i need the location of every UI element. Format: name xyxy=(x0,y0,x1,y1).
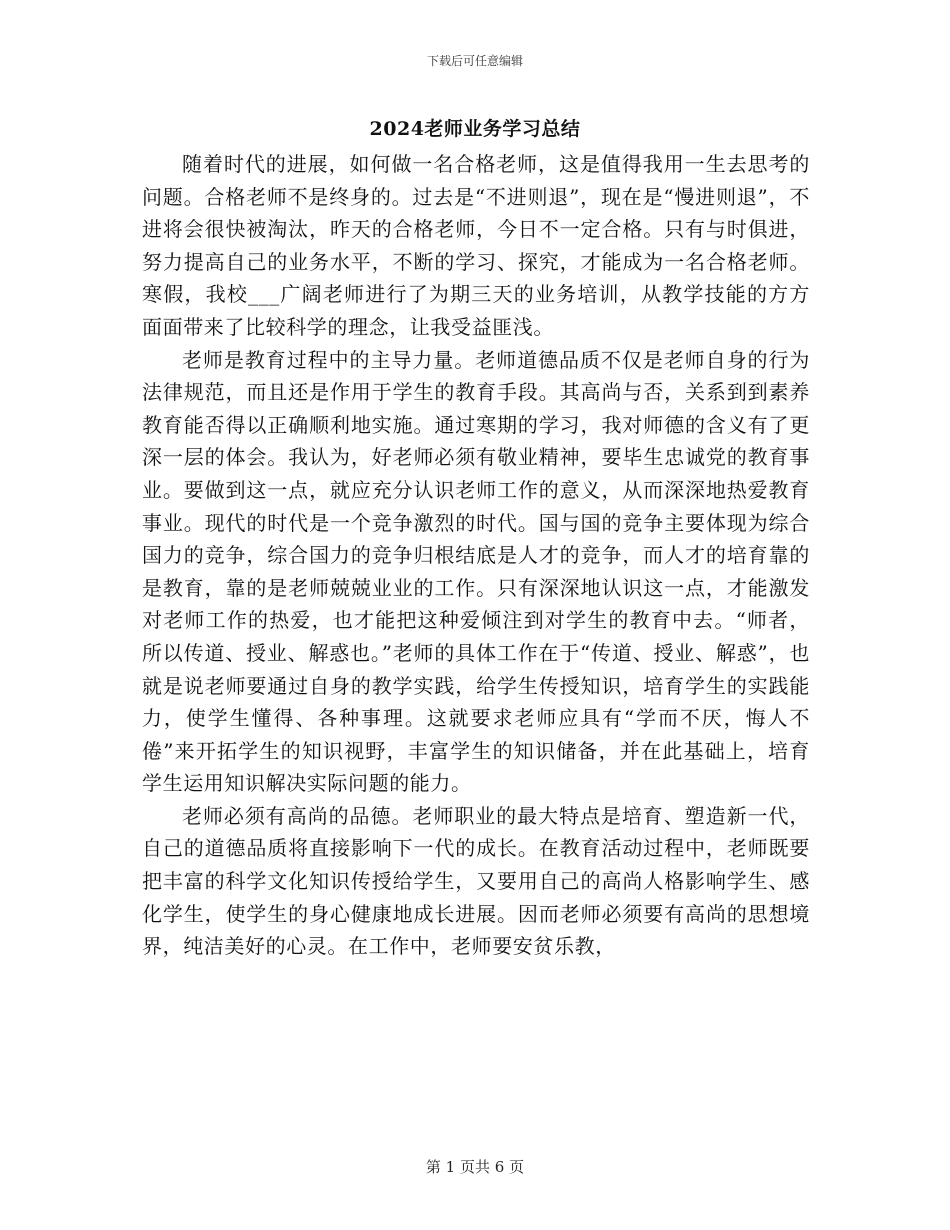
header-note: 下载后可任意编辑 xyxy=(426,54,523,68)
paragraph-2: 老师是教育过程中的主导力量。老师道德品质不仅是老师自身的行为法律规范，而且还是作用于学生的教育手段。其高尚与否，关系到到素养教育能否得以正确顺利地实施。通过寒期的学习，我对师德的含义有了更深一层的体会。我认为，好老师必须有敬业精神，要毕生忠诚党的教育事业。要做到这一点，就应充分认识老师工作的意义，从而深深地热爱教育事业。现代的时代是一个竞争激烈的时代。国与国的竞争主要体现为综合国力的竞争，综合国力的竞争归根结底是人才的竞争，而人才的培育靠的是教育，靠的是老师兢兢业业的工作。只有深深地认识这一点，才能激发对老师工作的热爱，也才能把这种爱倾注到对学生的教育中去。“师者，所以传道、授业、解惑也。”老师的具体工作在于“传道、授业、解惑”，也就是说老师要通过自身的教学实践，给学生传授知识，培育学生的实践能力，使学生懂得、各种事理。这就要求老师应具有“学而不厌，悔人不倦”来开拓学生的知识视野，丰富学生的知识储备，并在此基础上，培育学生运用知识解决实际问题的能力。 xyxy=(142,347,810,796)
document-title: 2024老师业务学习总结 xyxy=(369,118,581,140)
paragraph-3: 老师必须有高尚的品德。老师职业的最大特点是培育、塑造新一代，自己的道德品质将直接影响下一代的成长。在教育活动过程中，老师既要把丰富的科学文化知识传授给学生，又要用自己的高尚人格影响学生、感化学生，使学生的身心健康地成长进展。因而老师必须要有高尚的思想境界，纯洁美好的心灵。在工作中，老师要安贫乐教， xyxy=(142,803,810,959)
page-number: 第 1 页共 6 页 xyxy=(425,1158,525,1176)
paragraph-1: 随着时代的进展，如何做一名合格老师，这是值得我用一生去思考的问题。合格老师不是终身的。过去是“不进则退”，现在是“慢进则退”，不进将会很快被淘汰，昨天的合格老师，今日不一定合格。只有与时俱进，努力提高自己的业务水平，不断的学习、探究，才能成为一名合格老师。寒假，我校___广阔老师进行了为期三天的业务培训，从教学技能的方方面面带来了比较科学的理念，让我受益匪浅。 xyxy=(142,152,810,339)
document-body xyxy=(142,148,810,963)
